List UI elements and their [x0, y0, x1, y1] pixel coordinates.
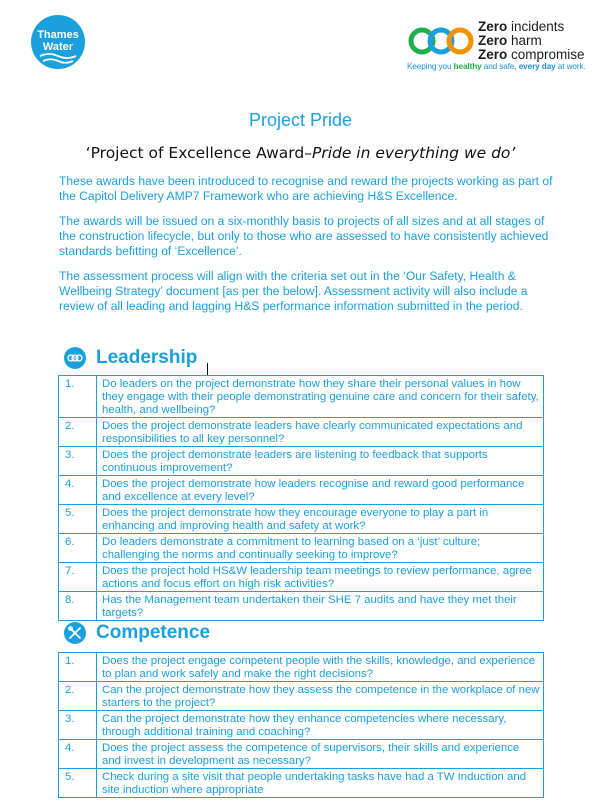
row-number: 4.	[59, 476, 97, 505]
zero-harm-logo	[405, 20, 595, 76]
row-number: 5.	[59, 505, 97, 534]
table-row	[59, 534, 544, 563]
zero-rings-icon	[408, 22, 478, 62]
row-text: Does the project demonstrate how they encourage everyone to play a part in enhancing and improving health and safety at work?	[97, 505, 544, 534]
row-number: 3.	[59, 711, 97, 740]
row-text: Can the project demonstrate how they assess the competence in the workplace of new starters to the project?	[97, 682, 544, 711]
page-subtitle: ‘Project of Excellence Award–Pride in everything we do’	[85, 144, 516, 162]
row-number: 8.	[59, 592, 97, 621]
row-number: 1.	[59, 653, 97, 682]
row-number: 4.	[59, 740, 97, 769]
intro-paragraph-2: The awards will be issued on a six-monthly basis to projects of all sizes and at all stages of the construction lifecycle, but only to those who are assessed to have consistently achieved standards befitting of ‘Excellence’.	[59, 214, 549, 258]
row-text: Do leaders on the project demonstrate how they share their personal values in how they engage with their people demonstrating genuine care and concern for their safety, health, and wellbeing?	[97, 376, 544, 418]
row-text: Check during a site visit that people undertaking tasks have had a TW Induction and site induction where appropriate	[97, 769, 544, 798]
rings-icon	[64, 347, 86, 369]
row-number: 3.	[59, 447, 97, 476]
table-row	[59, 447, 544, 476]
table-row	[59, 740, 544, 769]
tagline: Keeping you healthy and safe, every day at work.	[407, 62, 586, 71]
svg-text:Water: Water	[42, 41, 74, 53]
page-header	[0, 0, 601, 80]
table-row	[59, 505, 544, 534]
zero-line-2: Zero harm	[478, 33, 542, 48]
table-row	[59, 418, 544, 447]
competence-title: Competence	[96, 622, 211, 643]
row-number: 6.	[59, 534, 97, 563]
page-title: Project Pride	[248, 110, 353, 130]
table-row	[59, 769, 544, 798]
row-text: Does the project demonstrate leaders have clearly communicated expectations and responsibilities to all key personnel?	[97, 418, 544, 447]
intro-paragraph-3: The assessment process will align with the criteria set out in the ‘Our Safety, Health & Wellbeing Strategy’ document [as per the below]. Assessment activity will also include a review of all leading and lagging H&S performance information submitted in the period.	[59, 269, 528, 313]
leadership-table	[58, 375, 544, 621]
table-row	[59, 376, 544, 418]
row-number: 5.	[59, 769, 97, 798]
row-text: Has the Management team undertaken their SHE 7 audits and have they met their targets?	[97, 592, 544, 621]
row-number: 2.	[59, 418, 97, 447]
table-row	[59, 476, 544, 505]
zero-lines	[478, 20, 585, 62]
row-text: Does the project demonstrate how leaders recognise and reward good performance and excellence at every level?	[97, 476, 544, 505]
svg-text:Thames: Thames	[37, 29, 79, 41]
table-row	[59, 711, 544, 740]
row-text: Does the project hold HS&W leadership team meetings to review performance, agree actions and focus effort on high risk activities?	[97, 563, 544, 592]
row-text: Can the project demonstrate how they enhance competencies where necessary, through additional training and coaching?	[97, 711, 544, 740]
competence-heading	[64, 620, 210, 646]
text-cursor	[207, 363, 208, 375]
row-number: 2.	[59, 682, 97, 711]
tools-icon	[64, 622, 86, 644]
row-number: 7.	[59, 563, 97, 592]
row-text: Does the project assess the competence of supervisors, their skills and experience and invest in development as necessary?	[97, 740, 544, 769]
table-row	[59, 653, 544, 682]
table-row	[59, 682, 544, 711]
row-number: 1.	[59, 376, 97, 418]
zero-line-1: Zero incidents	[478, 19, 565, 34]
row-text: Do leaders demonstrate a commitment to learning based on a ‘just’ culture; challenging the norms and continually seeking to improve?	[97, 534, 544, 563]
leadership-heading	[64, 345, 197, 371]
leadership-title: Leadership	[96, 347, 198, 368]
competence-table	[58, 652, 544, 798]
row-text: Does the project demonstrate leaders are listening to feedback that supports continuous improvement?	[97, 447, 544, 476]
row-text: Does the project engage competent people with the skills, knowledge, and experience to plan and work safely and make the right decisions?	[97, 653, 544, 682]
table-row	[59, 563, 544, 592]
table-row	[59, 592, 544, 621]
thames-water-logo	[30, 14, 86, 70]
zero-line-3: Zero compromise	[478, 47, 585, 62]
intro-paragraph-1: These awards have been introduced to recognise and reward the projects working as part of the Capitol Delivery AMP7 Framework who are achieving H&S Excellence.	[59, 174, 553, 203]
